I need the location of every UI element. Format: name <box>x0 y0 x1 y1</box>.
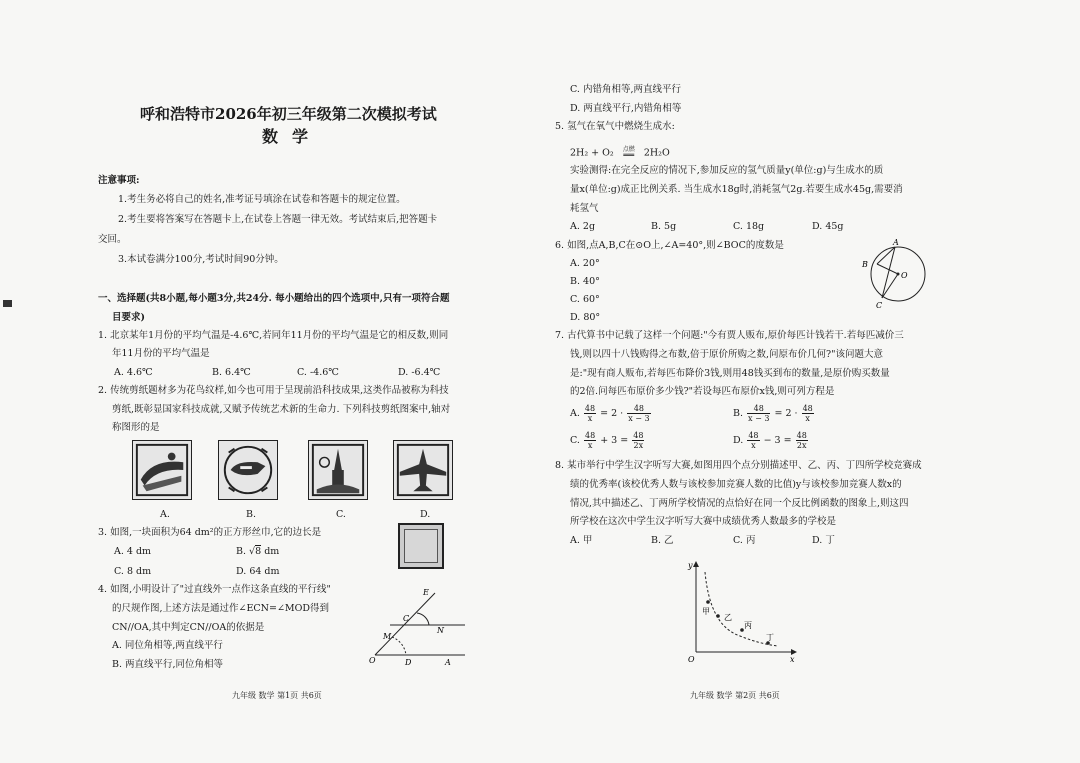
q4-text-cont1: 的尺规作图,上述方法是通过作∠ECN=∠MOD得到 <box>112 603 330 614</box>
subject-title: 数学 <box>262 127 323 146</box>
q1-option-d: D. -6.4℃ <box>398 367 441 378</box>
q4-text-cont2: CN//OA,其中判定CN//OA的依据是 <box>112 622 265 633</box>
footer-left: 九年级 数学 第1页 共6页 <box>232 691 322 700</box>
q2-text: 2. 传统剪纸题材多为花鸟纹样,如今也可用于呈现前沿科技成果,这类作品被称为科技 <box>98 385 449 396</box>
papercut-image-c <box>308 440 368 500</box>
papercut-image-d <box>393 440 453 500</box>
q5-text-cont3: 耗氢气 <box>570 203 599 214</box>
q8-option-b: B. 乙 <box>651 535 674 546</box>
q1-option-a: A. 4.6℃ <box>114 367 153 378</box>
q7-option-d: D. $\frac{48}{x}$ − 3 = $\frac{48}{2x}$ <box>733 431 807 450</box>
fig4-label-m: M <box>383 632 392 641</box>
q7-option-a: A. $\frac{48}{x}$ = 2 · $\frac{48}{x - 3}$ <box>570 404 650 423</box>
q6-option-b: B. 40° <box>570 276 600 287</box>
papercut-image-b <box>218 440 278 500</box>
q7-option-b: B. $\frac{48}{x - 3}$ = 2 · $\frac{48}{x}$ <box>733 404 813 423</box>
q4-option-a: A. 同位角相等,两直线平行 <box>112 640 223 651</box>
q8-option-c: C. 丙 <box>733 535 756 546</box>
notice-item-3: 3.本试卷满分100分,考试时间90分钟。 <box>118 254 284 265</box>
q6-circle-figure <box>858 236 933 311</box>
q5-equation: 2H₂ + O₂ 点燃 ══ 2H₂O <box>570 146 670 161</box>
fig8-label-ding: 丁 <box>766 633 774 642</box>
q4-option-c: C. 内错角相等,两直线平行 <box>570 84 681 95</box>
q8-option-a: A. 甲 <box>570 535 593 546</box>
q5-text-cont2: 量x(单位:g)成正比例关系. 当生成水18g时,消耗氢气2g.若要生成水45g,需要消 <box>570 184 903 195</box>
fig6-label-a: A <box>893 238 899 247</box>
fig8-label-bing: 丙 <box>744 621 752 630</box>
q7-text: 7. 古代算书中记载了这样一个问题:"今有贾人贩布,原价每匹计钱若干.若每匹减价三 <box>555 330 904 341</box>
q5-option-c: C. 18g <box>733 221 765 232</box>
q5-text: 5. 氢气在氧气中燃烧生成水: <box>555 121 675 132</box>
silk-scarf-square <box>398 523 444 569</box>
q2-text-cont2: 称图形的是 <box>112 422 160 433</box>
q3-option-c: C. 8 dm <box>114 566 152 577</box>
papercut-image-a <box>132 440 192 500</box>
q5-text-cont1: 实验测得:在完全反应的情况下,参加反应的氢气质量y(单位:g)与生成水的质 <box>570 165 884 176</box>
q6-option-c: C. 60° <box>570 294 600 305</box>
fig4-label-a: A <box>445 658 451 667</box>
point-yi <box>716 614 720 618</box>
q6-text: 6. 如图,点A,B,C在⊙O上,∠A=40°,则∠BOC的度数是 <box>555 240 784 251</box>
q4-text: 4. 如图,小明设计了"过直线外一点作这条直线的平行线" <box>98 584 331 595</box>
fig6-label-b: B <box>862 260 868 269</box>
q7-text-cont2: 是:"现有商人贩布,若每匹布降价3钱,则用48钱买到布的数量,是原价购买数量 <box>570 368 890 379</box>
footer-right: 九年级 数学 第2页 共6页 <box>690 691 780 700</box>
q5-option-d: D. 45g <box>812 221 844 232</box>
q4-option-b: B. 两直线平行,同位角相等 <box>112 659 224 670</box>
q3-text: 3. 如图,一块面积为64 dm²的正方形丝巾,它的边长是 <box>98 527 322 538</box>
q8-text: 8. 某市举行中学生汉字听写大赛,如图用四个点分别描述甲、乙、丙、丁四所学校竞赛成 <box>555 460 922 471</box>
exam-title: 呼和浩特市2026年初三年级第二次模拟考试 <box>140 105 437 123</box>
fig8-axis-y: y <box>688 561 693 570</box>
q5-option-b: B. 5g <box>651 221 677 232</box>
fig6-label-o: O <box>901 271 908 280</box>
fig8-origin: O <box>688 655 695 664</box>
q1-option-b: B. 6.4℃ <box>212 367 251 378</box>
notice-item-2: 2.考生要将答案写在答题卡上,在试卷上答题一律无效。考试结束后,把答题卡 <box>118 214 438 225</box>
fig4-label-d: D <box>405 658 412 667</box>
q7-text-cont1: 钱,则以四十八钱购得之布数,倍于原价所购之数,问原布价几何?"该问题大意 <box>570 349 884 360</box>
q2-label-b: B. <box>246 509 257 520</box>
q2-text-cont1: 剪纸,既彰显国家科技成就,又赋予传统艺术新的生命力. 下列科技剪纸图案中,轴对 <box>112 404 451 415</box>
fig8-label-jia: 甲 <box>702 607 710 616</box>
q2-label-a: A. <box>160 509 170 520</box>
q1-option-c: C. -4.6℃ <box>297 367 339 378</box>
notice-item-2-cont: 交回。 <box>98 234 127 245</box>
q8-text-cont3: 所学校在这次中学生汉字听写大赛中成绩优秀人数最多的学校是 <box>570 516 837 527</box>
q4-option-d: D. 两直线平行,内错角相等 <box>570 103 682 114</box>
q3-option-b: B. √8 dm <box>236 546 280 557</box>
q4-construction-figure <box>365 585 475 670</box>
fig6-label-c: C <box>876 301 883 310</box>
q2-label-c: C. <box>336 509 346 520</box>
point-jia <box>706 600 710 604</box>
fig8-axis-x: x <box>790 655 795 664</box>
fig4-label-n: N <box>437 626 444 635</box>
notice-heading: 注意事项: <box>98 175 140 186</box>
section-heading: 一、选择题(共8小题,每小题3分,共24分. 每小题给出的四个选项中,只有一项符合题 <box>98 293 450 304</box>
section-heading-cont: 目要求) <box>112 312 145 323</box>
q7-text-cont3: 的2倍.问每匹布原价多少钱?"若设每匹布原价x钱,则可列方程是 <box>570 386 835 397</box>
fig4-label-e: E <box>423 588 429 597</box>
fig4-label-o: O <box>369 656 376 665</box>
q7-option-c: C. $\frac{48}{x}$ + 3 = $\frac{48}{2x}$ <box>570 431 644 450</box>
q3-option-a: A. 4 dm <box>114 546 152 557</box>
q8-text-cont1: 绩的优秀率(该校优秀人数与该校参加竞赛人数的比值)y与该校参加竞赛人数x的 <box>570 479 902 490</box>
q6-option-d: D. 80° <box>570 312 601 323</box>
q6-option-a: A. 20° <box>570 258 600 269</box>
q1-text-cont: 年11月份的平均气温是 <box>112 348 210 359</box>
scan-margin-mark <box>3 300 12 307</box>
fig8-label-yi: 乙 <box>724 613 732 622</box>
q8-option-d: D. 丁 <box>812 535 835 546</box>
q2-label-d: D. <box>420 509 431 520</box>
q1-text: 1. 北京某年1月份的平均气温是-4.6℃,若同年11月份的平均气温是它的相反数,则同 <box>98 330 449 341</box>
q8-function-graph <box>680 556 805 668</box>
q8-text-cont2: 情况,其中描述乙、丁两所学校情况的点恰好在同一个反比例函数的图象上,则这四 <box>570 498 909 509</box>
q5-option-a: A. 2g <box>570 221 596 232</box>
notice-item-1: 1.考生务必将自己的姓名,准考证号填涂在试卷和答题卡的规定位置。 <box>118 194 406 205</box>
fig4-label-c: C <box>403 614 410 623</box>
q3-option-d: D. 64 dm <box>236 566 280 577</box>
